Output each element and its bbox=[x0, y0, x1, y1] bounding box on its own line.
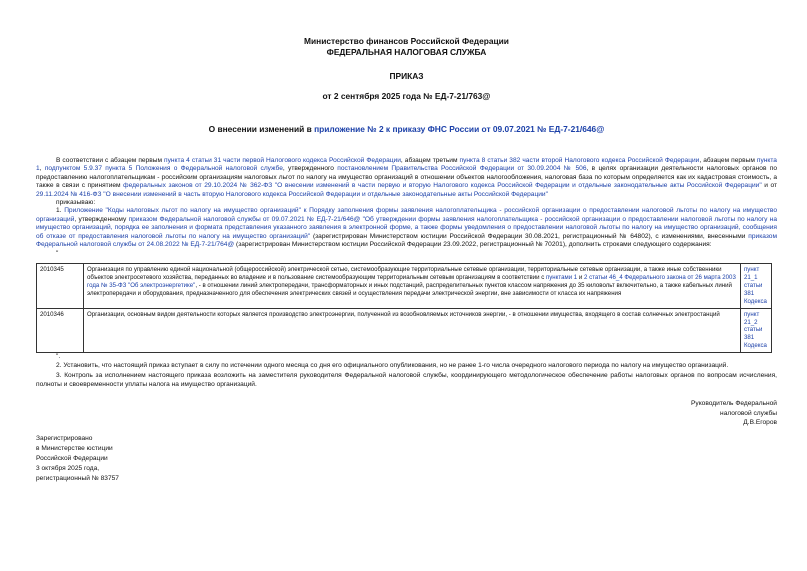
intro-text-7: и от bbox=[761, 182, 778, 190]
table-row bbox=[37, 308, 772, 353]
item1-text-4: (зарегистрирован Министерством юстиции Российской Федерации 23.09.2022, регистрационный № 70201), дополнить строками следующего содержания: bbox=[234, 241, 712, 249]
registration-block bbox=[36, 434, 777, 485]
item1-text-2: , утвержденному bbox=[74, 215, 129, 223]
signer-name: Д.В.Егоров bbox=[743, 419, 777, 427]
order-date-number: от 2 сентября 2025 года № ЕД-7-21/763@ bbox=[322, 91, 491, 102]
ref-line: статьи bbox=[744, 326, 763, 334]
title-link[interactable]: приложение № 2 к приказу ФНС России от 09.07.2021 № ЕД-7-21/646@ bbox=[314, 124, 605, 134]
intro-link-4[interactable]: подпунктом 5.9.37 пункта 5 Положения о Федеральной налоговой службе bbox=[44, 165, 283, 173]
item-1-paragraph bbox=[36, 207, 777, 249]
intro-link-1[interactable]: пункта 4 статьи 31 части первой Налогового кодекса Российской Федерации bbox=[164, 156, 401, 164]
intro-text-3: , абзацем первым bbox=[699, 156, 757, 164]
item1-text-1: 1. bbox=[56, 207, 65, 215]
row-description: Организации, основным видом деятельности которых является производство электроэнергии, полученной из возобновляемых источников энергии, - в отношении имущества, входящего в состав солнечных электростанций bbox=[84, 308, 741, 353]
registration-line: регистрационный № 83757 bbox=[36, 475, 119, 483]
item1-text-3: (зарегистрирован Министерством юстиции Российской Федерации 30.08.2021, регистрационный № 64802), с изменениями, внесенными bbox=[310, 232, 749, 240]
intro-link-6[interactable]: федеральных законов от 29.10.2024 № 362-ФЗ "О внесении изменений в части первую и вторую Налогового кодекса Российской Федерации и отдельные законодательные акты Российской Федерации" bbox=[123, 182, 762, 190]
row-link-1[interactable]: пунктами 1 bbox=[545, 273, 578, 281]
row-reference-link[interactable] bbox=[741, 308, 772, 353]
service-heading: ФЕДЕРАЛЬНАЯ НАЛОГОВАЯ СЛУЖБА bbox=[326, 46, 487, 57]
quote-close: ". bbox=[56, 353, 61, 361]
ref-line: 21_2 bbox=[744, 318, 758, 326]
registration-line: Зарегистрировано bbox=[36, 434, 93, 442]
ref-line: Кодекса bbox=[744, 342, 767, 350]
signer-position-2: налоговой службы bbox=[720, 409, 777, 417]
ministry-heading: Министерство финансов Российской Федерации bbox=[304, 36, 509, 46]
ref-line: Кодекса bbox=[744, 297, 767, 305]
intro-text-5: , утвержденного bbox=[282, 165, 338, 173]
row-description bbox=[84, 264, 741, 309]
ref-line: пункт bbox=[744, 266, 760, 273]
row-code: 2010345 bbox=[37, 264, 84, 309]
intro-text-1: В соответствии с абзацем первым bbox=[56, 156, 165, 164]
quote-open: " bbox=[56, 249, 59, 257]
intro-text-6: , в целях организации деятельности налоговых органов по предоставлению налогоплательщикам - российским организациям налоговых льгот по налогу на имущество организаций в отношении объектов налогообложения, налоговая база по которым определяется как их кадастровая стоимость, а также в связи с принятием bbox=[36, 165, 777, 190]
intro-paragraph bbox=[36, 157, 777, 199]
ref-line: статьи bbox=[744, 281, 763, 289]
item1-link-3[interactable]: приказом Федеральной налоговой службы от 24.08.2022 № ЕД-7-21/764@ bbox=[36, 232, 777, 249]
ref-line: 21_1 bbox=[744, 273, 758, 281]
codes-table bbox=[36, 263, 772, 353]
ref-line: пункт bbox=[744, 310, 760, 318]
order-word: приказываю: bbox=[56, 198, 96, 206]
registration-line: в Министерстве юстиции bbox=[36, 444, 113, 452]
item-2-paragraph: 2. Установить, что настоящий приказ вступает в силу по истечении одного месяца со дня его официального опубликования, но не ранее 1-го числа очередного налогового периода по налогу на имущество организаций. bbox=[56, 361, 729, 369]
signer-position-1: Руководитель Федеральной bbox=[691, 399, 777, 407]
intro-link-3[interactable]: пункта 1 bbox=[36, 156, 777, 173]
row-text-2: и bbox=[577, 273, 584, 281]
ref-line: 381 bbox=[744, 289, 755, 297]
intro-link-2[interactable]: пункта 8 статьи 382 части второй Налогового кодекса Российской Федерации bbox=[459, 156, 700, 164]
intro-text-2: , абзацем третьим bbox=[400, 156, 460, 164]
order-heading: ПРИКАЗ bbox=[389, 70, 424, 81]
row-link-2[interactable]: 2 статьи 46_4 Федерального закона от 26 марта 2003 года № 35-ФЗ "Об электроэнергетике" bbox=[87, 273, 736, 289]
intro-link-7[interactable]: 29.11.2024 № 416-ФЗ "О внесении изменений в часть вторую Налогового кодекса Российской Федерации и отдельные законодательные акты Российской Федерации" bbox=[36, 190, 548, 198]
table-row bbox=[37, 264, 772, 309]
intro-text-4: , bbox=[39, 165, 45, 173]
item1-link-1[interactable]: Приложение "Коды налоговых льгот по налогу на имущество организаций" к Порядку заполнения формы заявления налогоплательщика - российской организации о предоставлении налоговой льготы по налогу на имущество организаций bbox=[36, 207, 777, 223]
row-code: 2010346 bbox=[37, 308, 84, 353]
order-title bbox=[36, 124, 777, 135]
registration-line: Российской Федерации bbox=[36, 455, 108, 463]
intro-link-5[interactable]: постановлением Правительства Российской Федерации от 30.09.2004 № 506 bbox=[337, 165, 587, 173]
signature-block bbox=[36, 399, 777, 428]
item1-link-2[interactable]: приказом Федеральной налоговой службы от 09.07.2021 № ЕД-7-21/646@ "Об утверждении формы заявления налогоплательщика - российской организации о предоставлении налоговой льготы по налогу на имущество организаций, порядка ее заполнения и формата представления указанного заявления в электронной форме, а также формы уведомления о предоставлении налоговой льготы по налогу на имущество организаций, сообщения об отказе от предоставления налоговой льготы по налогу на имущество организаций" bbox=[36, 215, 777, 240]
item-3-paragraph: 3. Контроль за исполнением настоящего приказа возложить на заместителя руководителя Федеральной налоговой службы, координирующего методологическое обеспечение работы налоговых органов по вопросам исчисления, полноты и своевременности уплаты налога на имущество организаций. bbox=[36, 372, 777, 388]
row-reference-link[interactable] bbox=[741, 264, 772, 309]
row-text-1: Организация по управлению единой национальной (общероссийской) электрической сетью, системообразующие территориальные сетевые организации, территориальные сетевые организации, а также иные собственники объектов электросетевого хозяйства, переданных во владение и в пользование системообразующим территориальным сетевым организациям в соответствии с bbox=[87, 266, 722, 281]
row-text-3: , - в отношении линий электропередачи, трансформаторных и иных подстанций, распределительных пунктов классом напряжения до 35 киловольт включительно, а также кабельных линий электропередачи и оборудования, предназначенного для обеспечения электрических связей и осуществления передачи электрической энергии, вне зависимости от класса их напряжения bbox=[87, 281, 732, 297]
title-prefix: О внесении изменений в bbox=[208, 124, 315, 134]
ref-line: 381 bbox=[744, 334, 755, 342]
registration-line: 3 октября 2025 года, bbox=[36, 465, 100, 473]
